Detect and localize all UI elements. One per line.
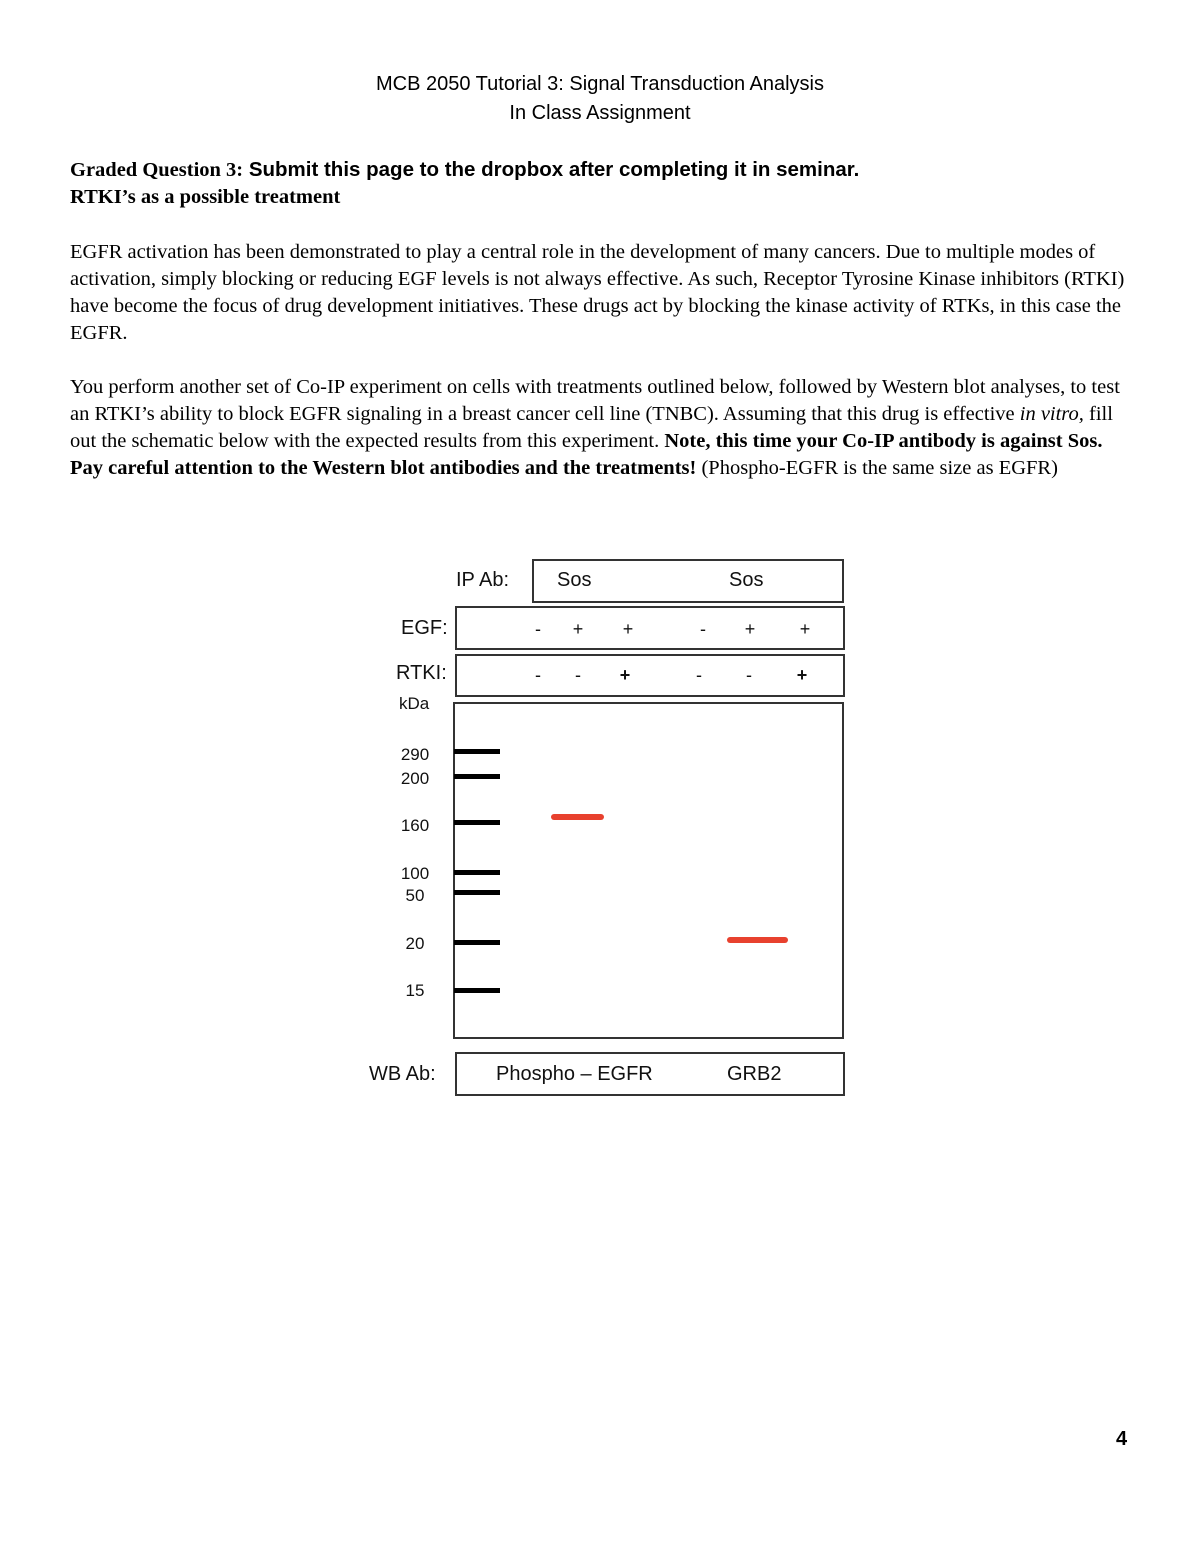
marker-label-200: 200 xyxy=(400,769,430,788)
egf-lane-2: + xyxy=(572,619,584,639)
marker-label-20: 20 xyxy=(405,934,425,953)
ladder-band-160 xyxy=(454,820,500,825)
task-text-2: fill out the schematic below with the expected results from this experiment. xyxy=(70,403,1113,452)
ip-ab-value-1: Sos xyxy=(557,569,592,591)
ladder-band-200 xyxy=(454,774,500,779)
marker-label-160: 160 xyxy=(400,816,430,835)
question-heading xyxy=(70,156,1140,211)
egf-label: EGF: xyxy=(401,617,448,639)
ladder-band-100 xyxy=(454,870,500,875)
marker-label-290: 290 xyxy=(400,745,430,764)
page-number: 4 xyxy=(1116,1428,1128,1450)
task-text-3: (Phospho-EGFR is the same size as EGFR) xyxy=(696,457,1058,479)
rtki-label: RTKI: xyxy=(396,662,447,684)
egf-lane-6: + xyxy=(799,619,811,639)
kda-label: kDa xyxy=(399,694,430,713)
answer-band-grb2 xyxy=(727,937,788,943)
rtki-lane-4: - xyxy=(696,665,702,685)
paragraph-task xyxy=(70,374,1140,482)
ladder-band-15 xyxy=(454,988,500,993)
task-italic: in vitro, xyxy=(1019,403,1084,425)
rtki-box xyxy=(455,654,845,697)
wb-ab-value-1: Phospho – EGFR xyxy=(496,1063,653,1085)
egf-box xyxy=(455,606,845,650)
document-header xyxy=(0,70,1200,128)
rtki-lane-1: - xyxy=(535,665,541,685)
marker-label-50: 50 xyxy=(405,886,425,905)
gel-box xyxy=(453,702,844,1039)
question-label: Graded Question 3: xyxy=(70,159,244,181)
rtki-lane-6: + xyxy=(796,665,808,685)
rtki-lane-3: + xyxy=(619,665,631,685)
ladder-band-20 xyxy=(454,940,500,945)
ip-ab-value-2: Sos xyxy=(729,569,764,591)
ladder-band-290 xyxy=(454,749,500,754)
question-topic: RTKI’s as a possible treatment xyxy=(70,186,341,208)
wb-ab-value-2: GRB2 xyxy=(727,1063,782,1085)
egf-lane-3: + xyxy=(622,619,634,639)
document-subtitle: In Class Assignment xyxy=(509,102,691,124)
question-instruction: Submit this page to the dropbox after completing it in seminar. xyxy=(243,158,860,181)
rtki-lane-2: - xyxy=(575,665,581,685)
paragraph-intro xyxy=(70,239,1140,347)
egf-lane-5: + xyxy=(744,619,756,639)
task-text-1: You perform another set of Co-IP experiment on cells with treatments outlined below, followed by Western blot analyses, to test an RTKI’s ability to block EGFR signaling in a breast cancer cell line (TNBC). Assuming that this drug is effective xyxy=(70,376,1120,425)
egf-lane-1: - xyxy=(535,619,541,639)
wb-ab-label: WB Ab: xyxy=(369,1063,436,1085)
task-note: Note, this time your Co-IP antibody is against Sos. Pay careful attention to the Western blot antibodies and the treatments! xyxy=(70,430,1103,479)
marker-label-15: 15 xyxy=(405,981,425,1000)
answer-band-phospho-egfr xyxy=(551,814,604,820)
ip-ab-label: IP Ab: xyxy=(456,569,510,591)
paragraph-intro-text: EGFR activation has been demonstrated to play a central role in the development of many cancers. Due to multiple modes of activation, simply blocking or reducing EGF levels is not always effective. As such, Receptor Tyrosine Kinase inhibitors (RTKI) have become the focus of drug development initiatives. These drugs act by blocking the kinase activity of RTKs, in this case the EGFR. xyxy=(70,241,1125,344)
document-title: MCB 2050 Tutorial 3: Signal Transduction Analysis xyxy=(375,73,825,95)
rtki-lane-5: - xyxy=(746,665,752,685)
ladder-band-50 xyxy=(454,890,500,895)
marker-label-100: 100 xyxy=(400,864,430,883)
egf-lane-4: - xyxy=(700,619,706,639)
